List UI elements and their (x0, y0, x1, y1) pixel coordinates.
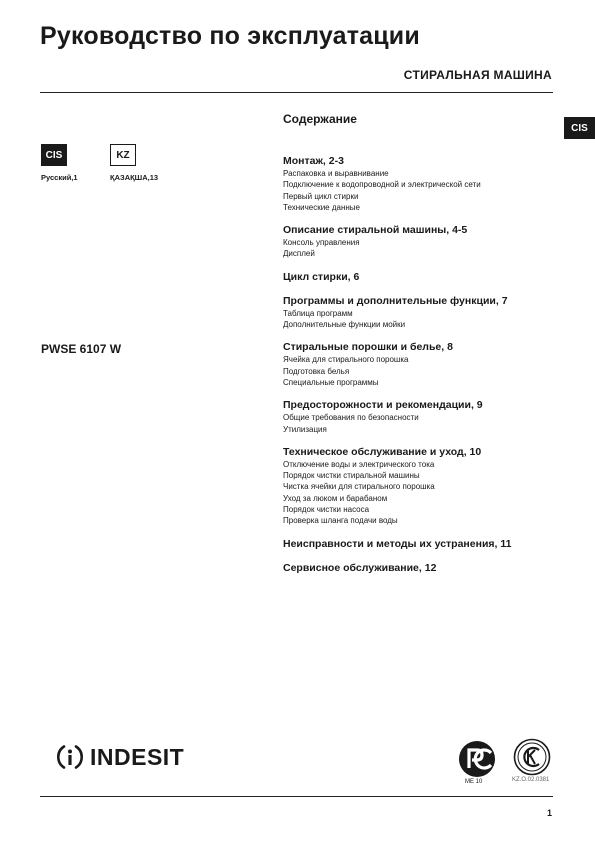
toc-section (283, 398, 558, 435)
toc-section-item: Дисплей (283, 249, 315, 259)
toc-section-title: Предосторожности и рекомендации, 9 (283, 399, 483, 412)
language-label-kazakh: ҚАЗАҚША,13 (110, 173, 159, 182)
toc-section (283, 294, 558, 331)
toc-section (283, 270, 558, 284)
toc-sections (283, 154, 558, 575)
side-tab-cis: CIS (564, 117, 595, 139)
toc-section (283, 154, 558, 213)
toc-section-item: Порядок чистки насоса (283, 505, 370, 515)
toc-section-title: Сервисное обслуживание, 12 (283, 561, 437, 574)
kz-certification-icon (513, 738, 551, 776)
page-number: 1 (546, 808, 552, 818)
toc-section-item: Таблица программ (283, 308, 353, 318)
toc-section (283, 223, 558, 260)
toc-section-item: Консоль управления (283, 238, 360, 248)
toc-section-item: Общие требования по безопасности (283, 413, 419, 423)
toc-section-item: Уход за люком и барабаном (283, 493, 388, 503)
toc-section-title: Техническое обслуживание и уход, 10 (283, 445, 482, 458)
table-of-contents (283, 112, 558, 585)
toc-section-item: Проверка шланга подачи воды (283, 516, 398, 526)
toc-section-title: Неисправности и методы их устранения, 11 (283, 537, 512, 550)
brand-logo (55, 742, 184, 772)
toc-section (283, 340, 558, 388)
toc-section-item: Отключение воды и электрического тока (283, 459, 435, 469)
toc-section-item: Дополнительные функции мойки (283, 320, 406, 330)
kz-certification-label: KZ.O.02.0381 (512, 777, 550, 783)
toc-section-title: Монтаж, 2-3 (283, 155, 344, 167)
toc-section-item: Ячейка для стирального порошка (283, 355, 409, 365)
toc-section-item: Подключение к водопроводной и электрической сети (283, 180, 481, 190)
toc-section-item: Распаковка и выравнивание (283, 169, 389, 178)
toc-section-item: Чистка ячейки для стирального порошка (283, 482, 435, 492)
toc-section (283, 537, 558, 551)
toc-heading: Содержание (283, 112, 357, 126)
toc-section-title: Программы и дополнительные функции, 7 (283, 294, 508, 307)
toc-section-item: Первый цикл стирки (283, 191, 359, 201)
toc-section-item: Специальные программы (283, 377, 379, 387)
toc-section-item: Технические данные (283, 202, 361, 212)
language-label-russian: Русский,1 (41, 173, 78, 182)
toc-section (283, 445, 558, 527)
page-title: Руководство по эксплуатации (40, 22, 420, 50)
toc-section-title: Цикл стирки, 6 (283, 270, 360, 283)
toc-section-title: Описание стиральной машины, 4-5 (283, 224, 468, 237)
toc-section-item: Порядок чистки стиральной машины (283, 471, 420, 481)
model-number: PWSE 6107 W (41, 342, 122, 356)
language-box-kz: KZ (110, 144, 136, 166)
pct-certification-icon (458, 740, 498, 778)
toc-section-item: Утилизация (283, 424, 327, 434)
indesit-i-icon (55, 742, 85, 772)
bottom-divider (40, 796, 553, 797)
brand-wordmark: INDESIT (90, 743, 185, 770)
toc-section-item: Подготовка белья (283, 366, 350, 376)
pct-certification-label: ME 10 (465, 779, 483, 785)
top-divider (40, 92, 553, 93)
page-subtitle: СТИРАЛЬНАЯ МАШИНА (403, 68, 552, 82)
language-box-cis: CIS (41, 144, 67, 166)
toc-section (283, 561, 558, 575)
toc-section-title: Стиральные порошки и белье, 8 (283, 341, 453, 354)
